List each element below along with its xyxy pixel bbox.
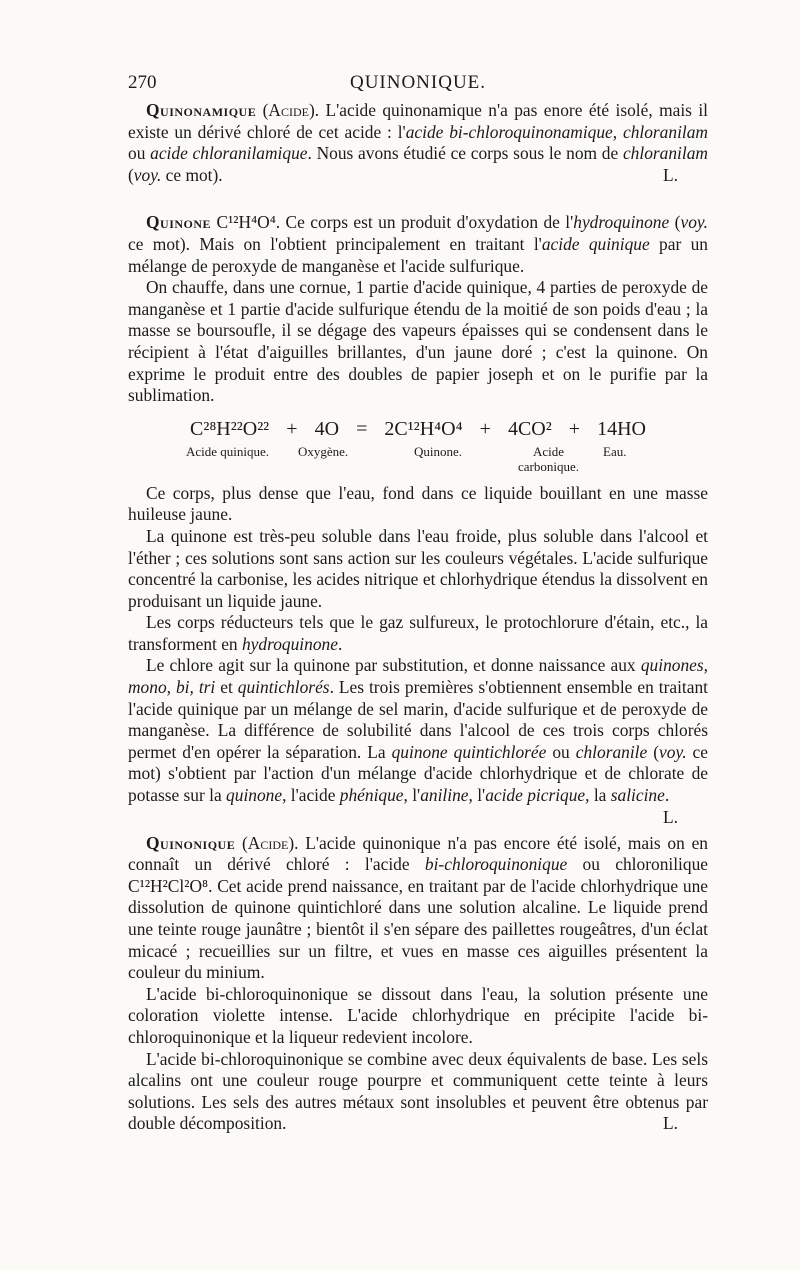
- equation-term: 4CO²: [507, 417, 552, 440]
- equation-label: Eau.: [603, 444, 627, 460]
- paragraph: Le chlore agit sur la quinone par substitution, et donne naissance aux quinones, mono, bi, tri et quintichlorés. Les trois premières s'obtiennent ensemble en traitant l'acide quinique par un mélange de sel marin, d'acide sulfurique et de peroxyde de manganèse. La différence de solubilité dans l'alcool de ces trois corps chlorés permet d'en opérer la séparation. La quinone quintichlorée ou chloranile (voy. ce mot) s'obtient par l'action d'un mélange d'acide chlorhydrique et de chlorate de potasse sur la quinone, l'acide phénique, l'aniline, l'acide picrique, la salicine. L.: [128, 655, 708, 827]
- paragraph: On chauffe, dans une cornue, 1 partie d'acide quinique, 4 parties de peroxyde de manganèse et 1 partie d'acide sulfurique étendu de la moitié de son poids d'eau ; la masse se boursoufle, il se dégage des vapeurs épaisses qui se condensent dans le récipient à l'état d'aiguilles brillantes, d'un jaune doré ; c'est la quinone. On exprime le produit entre des doubles de papier joseph et on le purifie par la sublimation.: [128, 277, 708, 406]
- equation-labels: [128, 440, 708, 480]
- equation-term: C²⁸H²²O²²: [190, 417, 270, 440]
- equation-label: Quinone.: [414, 444, 463, 460]
- equation-operator: +: [568, 417, 581, 440]
- equation-operator: +: [479, 417, 491, 440]
- entry-qualifier: Acide: [268, 100, 309, 120]
- entry-quinone: Quinone C¹²H⁴O⁴. Ce corps est un produit d'oxydation de l'hydroquinone (voy. ce mot). Mais on l'obtient principalement en traitant l'acide quinique par un mélange de peroxyde de manganèse et l'acide sulfurique.: [128, 212, 709, 276]
- equation-operator: =: [356, 417, 368, 440]
- entry-quinonique: Quinonique (Acide). L'acide quinonique n'a pas encore été isolé, mais on en connaît un dérivé chloré : l'acide bi-chloroquinonique ou chloronilique C¹²H²Cl²O⁸. Cet acide prend naissance, en traitant par de l'acide chlorhydrique une dissolution de quinone quintichloré dans une solution alcaline. Le liquide prend une teinte rouge jaunâtre ; bientôt il s'en sépare des paillettes rougeâtres, d'un éclat micacé ; recueillies sur un filtre, et vues en masse ces aiguilles présentent la couleur du minium.: [128, 832, 709, 983]
- paragraph: Les corps réducteurs tels que le gaz sulfureux, le protochlorure d'étain, etc., la transforment en hydroquinone.: [128, 612, 708, 654]
- equation-label: Acide carbonique.: [518, 444, 580, 475]
- paragraph: L'acide bi-chloroquinonique se dissout dans l'eau, la solution présente une coloration violette intense. L'acide chlorhydrique en précipite l'acide bi-chloroquinonique et la liqueur redevient incolore.: [128, 983, 708, 1047]
- page-number: 270: [128, 72, 157, 93]
- paragraph: La quinone est très-peu soluble dans l'eau froide, plus soluble dans l'alcool et l'éther ; ces solutions sont sans action sur les couleurs végétales. L'acide sulfurique concentré la carbonise, les acides nitrique et chlorhydrique étendus la dissolvent en produisant un liquide jaune.: [128, 525, 708, 611]
- page-header: [128, 72, 708, 96]
- paragraph: L'acide bi-chloroquinonique se combine avec deux équivalents de base. Les sels alcalins ont une couleur rouge pourpre et communiquent cette teinte à leurs solutions. Les sels des autres métaux sont insolubles et peuvent être obtenus par double décomposition. L.: [128, 1048, 708, 1134]
- equation-label: Acide quinique.: [186, 444, 270, 460]
- signature: L.: [663, 806, 678, 827]
- entry-term: Quinone: [146, 212, 212, 233]
- equation-label: Oxygène.: [298, 444, 349, 460]
- entry-formula: C¹²H⁴O⁴.: [216, 212, 281, 233]
- equation-terms: [128, 419, 708, 441]
- signature: L.: [663, 164, 678, 185]
- equation-term: 4O: [314, 417, 340, 440]
- signature: L.: [663, 1113, 678, 1134]
- equation-term: 2C¹²H⁴O⁴: [384, 417, 463, 440]
- running-title: QUINONIQUE.: [349, 72, 487, 93]
- equation-term: 14HO: [597, 417, 646, 440]
- entry-quinonamique: Quinonamique (Acide). L'acide quinonamique n'a pas enore été isolé, mais il existe un dérivé chloré de cet acide : l'acide bi-chloroquinonamique, chloranilam ou acide chloranilamique. Nous avons étudié ce corps sous le nom de chloranilam (voy. ce mot). L.: [128, 100, 708, 185]
- paragraph: Ce corps, plus dense que l'eau, fond dans ce liquide bouillant en une masse huileuse jaune.: [128, 482, 708, 525]
- body-text: [128, 100, 708, 1135]
- entry-term: Quinonique: [146, 832, 236, 853]
- entry-term: Quinonamique: [146, 100, 257, 120]
- chemical-equation: [128, 419, 708, 483]
- equation-operator: +: [286, 417, 298, 440]
- entry-qualifier: Acide: [247, 832, 289, 853]
